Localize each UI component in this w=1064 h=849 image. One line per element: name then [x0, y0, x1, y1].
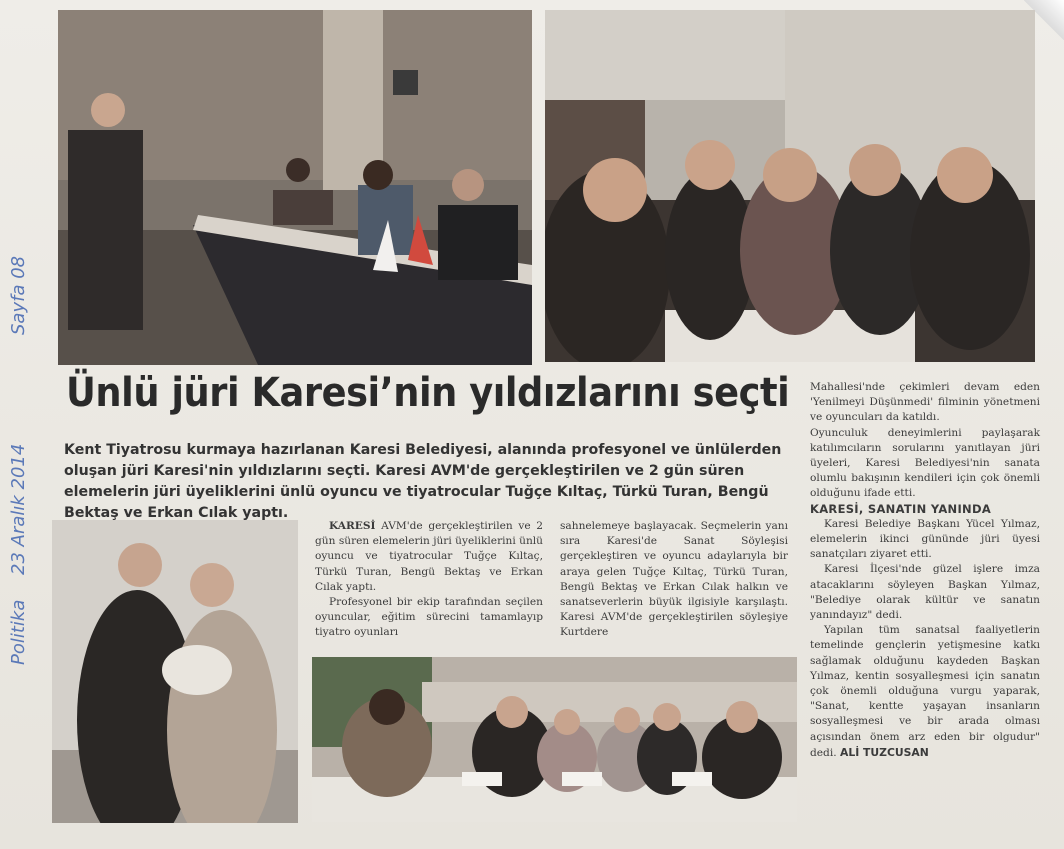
author-byline: ALİ TUZCUSAN	[839, 745, 929, 759]
column-1-paragraph-2: Profesyonel bir ekip tarafından seçilen oyuncular, eğitim sürecini tamamlayıp tiyatro oyunları	[315, 596, 543, 639]
column-3-paragraph-5: Yapılan tüm sanatsal faaliyetlerin temelinde gençlerin yetişmesine katkı sağlamak olduğunu kaydeden Başkan Yılmaz, kentin sosyalleşmesi için sanatın çok önemli olduğuna vurgu yaparak, "Sanat, kentte yaşayan insanların sosyalleşmesi ve bir arada olması açısından önem arz eden bir olgudur"	[810, 624, 1040, 743]
article-lead: Kent Tiyatrosu kurmaya hazırlanan Karesi Belediyesi, alanında profesyonel ve ünlülerden oluşan jüri Karesi'nin yıldızlarını seçti. Karesi AVM'de gerçekleştirilen ve 2 gün süren elemelerin jüri üyeliklerini ünlü oyuncu ve tiyatrocular Tuğçe Kıltaç, Türkü Turan, Bengü Bektaş ve Erkan Cılak yaptı.	[64, 442, 782, 521]
article-column-1	[315, 519, 543, 641]
article-column-2	[560, 519, 788, 641]
handwritten-paper-name: Politika	[8, 599, 29, 665]
column-3-paragraph-5-end: dedi.	[810, 746, 840, 759]
column-3-paragraph-1: Mahallesi'nde çekimleri devam eden 'Yenilmeyi Düşünmedi' filminin yönetmeni ve oyuncuları da katıldı.	[810, 381, 1040, 424]
section-subhead: KARESİ, SANATIN YANINDA	[810, 501, 992, 516]
article-headline: Ünlü jüri Karesi’nin yıldızlarını seçti	[66, 370, 790, 416]
column-2-paragraph-1: sahnelemeye başlayacak. Seçmelerin yanı sıra Karesi'de Sanat Söyleşisi gerçekleştiren ve oyuncu adaylarıyla bir araya gelen Tuğçe Kıltaç, Türkü Turan, Bengü Bektaş ve Erkan Cılak halkın ve sanatseverlerin büyük ilgisiyle karşılaştı. Karesi AVM'de gerçekleştirilen söyleşiye Kurtdere	[560, 520, 788, 639]
panel-table-photo	[312, 657, 797, 822]
handwritten-note	[8, 225, 58, 665]
article-column-3	[810, 380, 1040, 761]
jury-meeting-photo	[58, 10, 532, 365]
column-3-paragraph-2: Oyunculuk deneyimlerini paylaşarak katılımcıların sorularını yanıtlayan jüri üyeleri, Karesi Belediyesi'nin sanata olumlu bakışının kendileri için çok önemli olduğunu ifade etti.	[810, 426, 1040, 500]
handwritten-page: Sayfa 08	[8, 255, 29, 335]
column-3-paragraph-3: Karesi Belediye Başkanı Yücel Yılmaz, elemelerin ikinci gününde jüri üyesi sanatçıları ziyaret etti.	[810, 517, 1040, 561]
column-1-paragraph-1: AVM'de gerçekleştirilen ve 2 gün süren elemelerin jüri üyeliklerini ünlü oyuncu ve tiyatrocular Tuğçe Kıltaç, Türkü Turan, Bengü Bektaş ve Erkan Cılak yaptı.	[315, 520, 543, 593]
column-3-paragraph-4: Karesi İlçesi'nde güzel işlere imza atacaklarını söyleyen Başkan Yılmaz, "Belediye olarak kültür ve sanatın yanındayız" dedi.	[810, 563, 1040, 622]
column-lead-word: KARESİ	[329, 520, 376, 532]
two-women-flowers-photo	[52, 520, 298, 823]
jury-group-photo	[545, 10, 1035, 362]
handwritten-date: 23 Aralık 2014	[8, 443, 29, 575]
